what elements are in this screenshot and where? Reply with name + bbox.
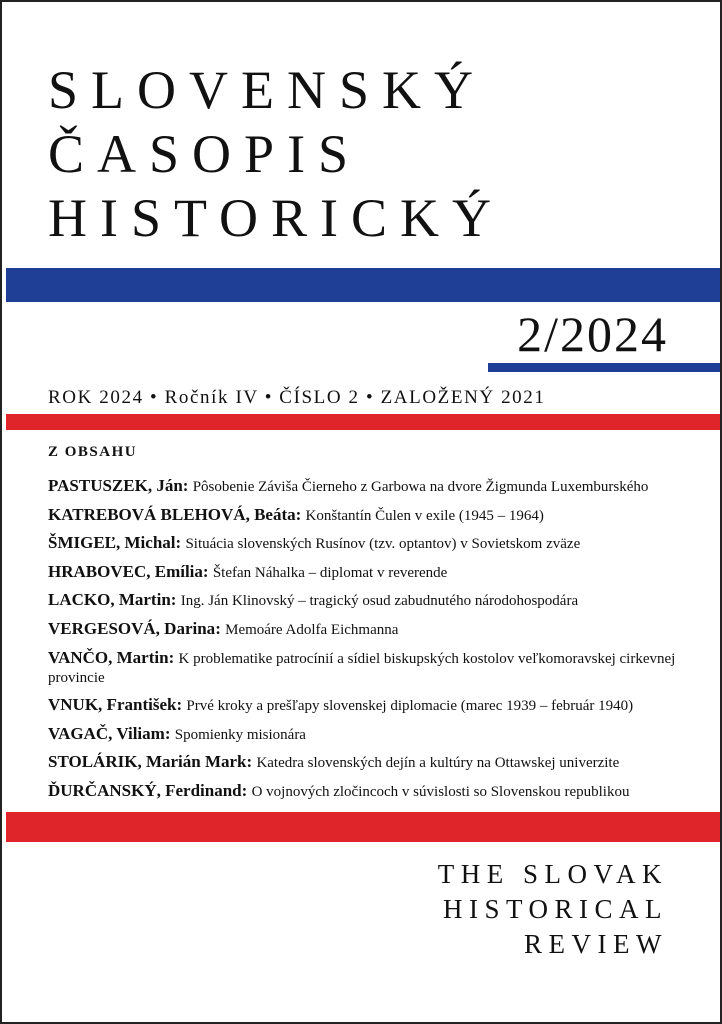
toc-title: Ing. Ján Klinovský – tragický osud zabudnutého národohospodára [180,593,579,610]
meta-line: ROK 2024 • Ročník IV • ČÍSLO 2 • ZALOŽENÝ 2021 [48,387,546,408]
subtitle-line-1: THE SLOVAK [437,859,668,889]
toc-author: HRABOVEC, Emília [48,561,203,581]
toc-author: VNUK, František [48,695,177,715]
toc-item: PASTUSZEK, Ján: Pôsobenie Záviša Čierneho z Garbowa na dvore Žigmunda Luxemburského [48,476,649,495]
contents-heading: Z OBSAHU [48,444,138,460]
toc-item: STOLÁRIK, Marián Mark: Katedra slovenských dejín a kultúry na Ottawskej univerzite [48,752,620,772]
red-band-middle [6,414,720,430]
toc-item: KATREBOVÁ BLEHOVÁ, Beáta: Konštantín Čulen v exile (1945 – 1964) [48,504,544,524]
toc-author: VERGESOVÁ, Darina [48,618,216,638]
toc-title: Spomienky misionára [174,726,306,743]
toc-title: Prvé kroky a prešľapy slovenskej diplomacie (marec 1939 – február 1940) [186,698,634,715]
blue-band-small [488,363,720,372]
table-of-contents [48,476,684,810]
toc-title: Situácia slovenských Rusínov (tzv. optantov) v Sovietskom zväze [185,536,581,553]
toc-author: VAGAČ, Viliam [48,723,165,743]
toc-item: LACKO, Martin: Ing. Ján Klinovský – tragický osud zabudnutého národohospodára [48,590,579,610]
toc-title: O vojnových zločincoch v súvislosti so Slovenskou republikou [251,783,630,800]
title-line-3: HISTORICKÝ [48,188,505,248]
toc-item: ŠMIGEĽ, Michal: Situácia slovenských Rusínov (tzv. optantov) v Sovietskom zväze [48,533,581,553]
toc-item: VANČO, Martin: K problematike patrocínií a sídiel biskupských kostolov veľkomoravskej cirkevnej provincie [48,647,676,686]
toc-title: Štefan Náhalka – diplomat v reverende [212,564,448,581]
toc-author: LACKO, Martin [48,590,171,610]
issue-number: 2/2024 [517,306,668,362]
toc-title: Konštantín Čulen v exile (1945 – 1964) [305,507,544,524]
toc-author: ĎURČANSKÝ, Ferdinand [48,780,242,800]
toc-author: STOLÁRIK, Marián Mark [48,752,247,772]
toc-author: PASTUSZEK, Ján [48,476,183,495]
toc-author: ŠMIGEĽ, Michal [48,533,176,553]
red-band-bottom [6,812,720,842]
toc-item: VAGAČ, Viliam: Spomienky misionára [48,723,306,743]
title-line-2: ČASOPIS [48,124,362,184]
toc-item: HRABOVEC, Emília: Štefan Náhalka – diplomat v reverende [48,561,448,581]
toc-title: K problematike patrocínií a sídiel biskupských kostolov veľkomoravskej cirkevnej provincie [48,650,676,686]
subtitle-line-2: HISTORICAL [442,894,668,924]
toc-author: VANČO, Martin [48,647,169,667]
toc-item: ĎURČANSKÝ, Ferdinand: O vojnových zločincoch v súvislosti so Slovenskou republikou [48,780,630,800]
toc-item: VNUK, František: Prvé kroky a prešľapy slovenskej diplomacie (marec 1939 – február 1940) [48,695,634,715]
title-line-1: SLOVENSKÝ [48,60,487,120]
toc-item: VERGESOVÁ, Darina: Memoáre Adolfa Eichmanna [48,618,399,638]
toc-author: KATREBOVÁ BLEHOVÁ, Beáta [48,504,296,524]
subtitle-line-3: REVIEW [524,929,668,959]
toc-title: Katedra slovenských dejín a kultúry na Ottawskej univerzite [256,755,620,772]
toc-title: Pôsobenie Záviša Čierneho z Garbowa na dvore Žigmunda Luxemburského [192,479,649,495]
blue-band-top [6,268,720,302]
toc-title: Memoáre Adolfa Eichmanna [225,621,399,638]
